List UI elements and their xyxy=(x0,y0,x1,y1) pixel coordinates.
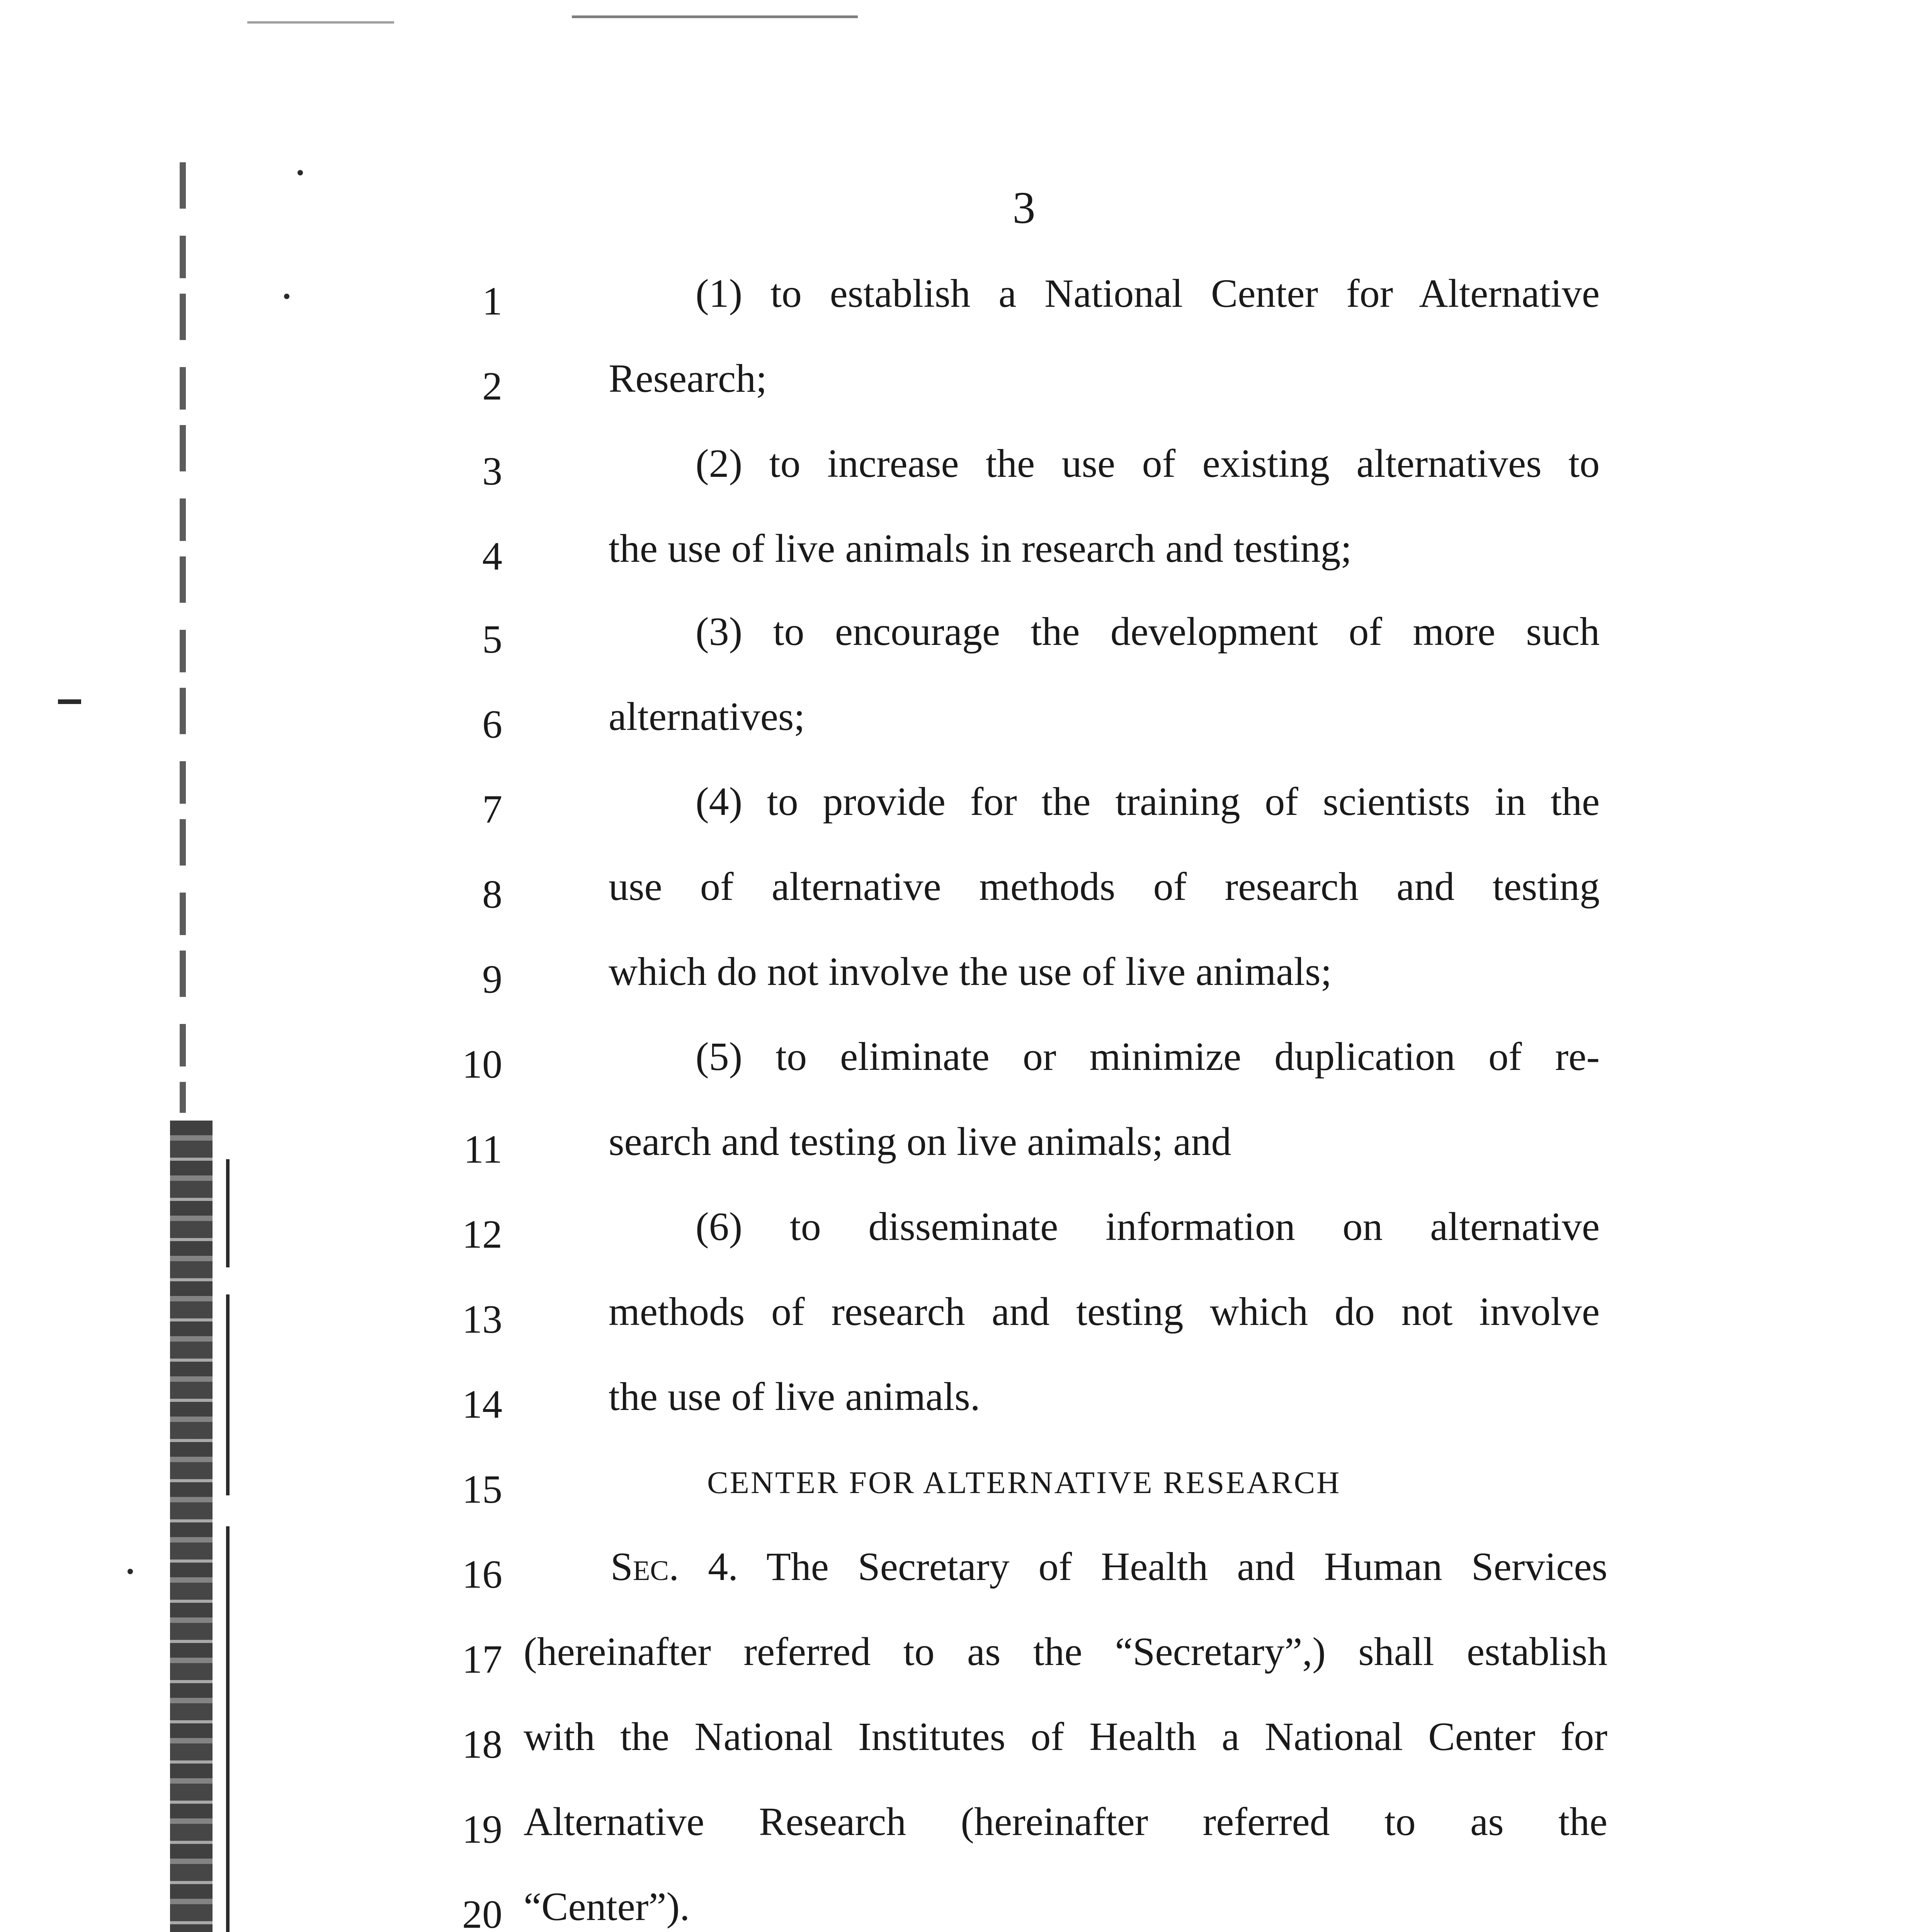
line-text: use of alternative methods of research and testing xyxy=(609,864,1600,909)
line-text: “Center”). xyxy=(524,1884,690,1929)
line-text: search and testing on live animals; and xyxy=(609,1119,1231,1164)
line-number: 12 xyxy=(462,1212,502,1257)
line-number: 19 xyxy=(462,1807,502,1852)
line-text: with the National Institutes of Health a National Center for xyxy=(524,1714,1607,1759)
section-text: The Secretary of Health and Human Services xyxy=(738,1544,1607,1589)
line-number: 11 xyxy=(463,1127,502,1172)
line-text: the use of live animals in research and testing; xyxy=(609,526,1352,571)
scan-dash xyxy=(58,699,81,704)
line-number: 16 xyxy=(462,1552,502,1597)
margin-rule xyxy=(226,1159,230,1267)
scan-dot xyxy=(284,294,289,299)
line-text: (3) to encourage the development of more such xyxy=(696,609,1600,654)
binding-margin-scan-artifact xyxy=(180,162,186,1113)
line-text: which do not involve the use of live animals; xyxy=(609,949,1332,994)
line-text xyxy=(611,1544,1607,1598)
line-text: (6) to disseminate information on alternative xyxy=(696,1204,1600,1249)
line-text: Research; xyxy=(609,356,767,401)
section-label: Sec. 4. xyxy=(611,1544,738,1589)
line-number: 5 xyxy=(482,617,502,662)
line-text: (1) to establish a National Center for Alternative xyxy=(696,271,1600,316)
line-number: 9 xyxy=(482,957,502,1002)
line-number: 17 xyxy=(462,1637,502,1682)
top-edge-scan-artifact xyxy=(247,21,394,24)
section-heading: CENTER FOR ALTERNATIVE RESEARCH xyxy=(707,1465,1341,1500)
line-number: 14 xyxy=(462,1382,502,1427)
line-number: 8 xyxy=(482,872,502,917)
line-number: 1 xyxy=(482,279,502,323)
line-number: 20 xyxy=(462,1892,502,1932)
scan-dot xyxy=(128,1569,133,1574)
margin-rule xyxy=(226,1294,230,1495)
line-text: (2) to increase the use of existing alternatives to xyxy=(696,441,1600,486)
line-number: 13 xyxy=(462,1297,502,1342)
line-number: 7 xyxy=(482,787,502,832)
line-text: alternatives; xyxy=(609,694,805,739)
line-number: 6 xyxy=(482,702,502,747)
line-number: 2 xyxy=(482,364,502,408)
line-number: 18 xyxy=(462,1722,502,1767)
binding-edge-scan-artifact xyxy=(170,1121,213,1932)
line-text: (hereinafter referred to as the “Secretary”,) shall establish xyxy=(524,1629,1607,1674)
line-text: the use of live animals. xyxy=(609,1374,980,1419)
line-number: 10 xyxy=(462,1042,502,1087)
scan-dot xyxy=(298,170,303,175)
top-edge-scan-artifact xyxy=(572,15,858,18)
line-text: Alternative Research (hereinafter referred to as the xyxy=(524,1799,1607,1844)
page-number: 3 xyxy=(1012,182,1036,233)
line-text: (4) to provide for the training of scientists in the xyxy=(696,779,1600,824)
line-text: methods of research and testing which do not involve xyxy=(609,1289,1600,1334)
line-number: 15 xyxy=(462,1467,502,1512)
margin-rule xyxy=(226,1526,230,1932)
line-text: (5) to eliminate or minimize duplication of re- xyxy=(696,1034,1600,1079)
line-number: 3 xyxy=(482,449,502,493)
line-number: 4 xyxy=(482,534,502,578)
